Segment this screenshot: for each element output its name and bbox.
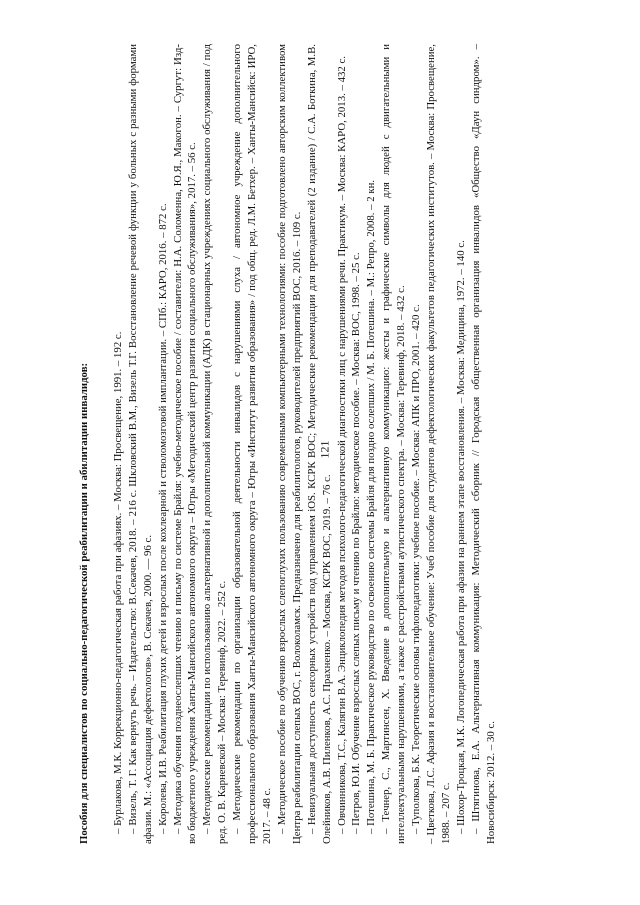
bibliography-entry: – Методические рекомендации по использованию альтернативной и дополнительной коммуникации (АДК) в стационарных учреждениях социального обслуживания / под ред. О. В. Карневской – Москва: Теревинф, 2022. – 252 с. (201, 44, 229, 844)
bibliography-entry: – Бурлакова, М.К. Коррекционно-педагогическая работа при афазиях. – Москва: Просвещение, 1991. – 192 с. (111, 331, 124, 834)
page-number: 121 (317, 440, 332, 459)
bibliography-entry: – Визель, Т. Г. Как вернуть речь. – Издательство: В.Секачев, 2018. – 216 с. Шкловский В.М., Визель Т.Г. Восстановление речевой функции у больных с разными формами афазии. М.: «Ассоциация дефектологов», В. Секачев, 2000. — 96 с. (126, 44, 154, 844)
bibliography-entry: – Шохор-Троцкая, М.К. Логопедическая работа при афазии на раннем этапе восстановления. – Москва: Медицина, 1972. – 140 с. (454, 240, 467, 834)
section-heading: Пособия для специалистов по социально-педагогической реабилитации и абилитации инвалидов: (78, 362, 90, 844)
bibliography-entry: – Невизуальная доступность сенсорных устройств под управлением iOS. КСРК ВОС; Методические рекомендации для преподавателей (2 издание) / С.А. Боткина, М.В. Олейников, А.В. Пиленков, А.С. Прахненко. – Москва, КСРК ВОС, 2019. – 76 с. (305, 44, 333, 844)
bibliography-entry: – Штягинова, Е.А. Альтернативная коммуникация: Методический сборник // Городская общественная организация инвалидов «Общество «Даун синдром». – Новосибирск: 2012. – 30 с. (469, 44, 497, 844)
bibliography-entry: – Течнер, С., Мартинсен, Х. Введение в дополнительную и альтернативную коммуникацию: жесты и графические символы для людей с двигательными и интеллектуальными нарушениями, а также с расстройствами аутистического спектра. – Москва: Теревинф, 2018. – 432 с. (380, 44, 408, 844)
bibliography-entry: – Петров, Ю.И. Обучение взрослых слепых письму и чтению по Брайлю: методическое пособие. – Москва: ВОС, 1998. – 25 с. (350, 252, 363, 834)
bibliography-entry: – Потешина, М. Б. Практическое руководство по освоению системы Брайля для поздно ослепших / М. Б. Потешина. – М.: Репро, 2008. – 2 кн. (365, 179, 378, 834)
bibliography-entry: – Цветкова, Л.С. Афазия и восстановительное обучение: Учеб пособие для студентов дефектологических факультетов педагогических институтов. – Москва: Просвещение, 1988. – 207 с. (424, 44, 452, 844)
bibliography-entry: – Методические рекомендации по организации образовательной деятельности инвалидов с нарушениями слуха / автономное учреждение дополнительного профессионального образования Ханты-Мансийского автономного округа – Югры «Институт развития образования» / под общ. ред. Л.М. Бетхер. – Ханты-Мансийск: ИРО, 2017. – 48 с. (231, 44, 273, 844)
bibliography-entry: – Методика обучения позднеослепших чтению и письму по системе Брайля: учебно-методическое пособие / составители: Н.А. Соломенна, Ю.Я., Макогон. – Сургут: Изд-во бюджетного учреждения Ханты-Мансийского автономного округа – Югры «Методический центр развития социального обслуживания», 2017. – 56 с. (171, 44, 199, 844)
bibliography-entry: – Туполкова, Б.К. Теоретические основы тифлопедагогики: учебное пособие. – Москва: АПК и ПРО, 2001. – 420 с. (410, 304, 423, 834)
bibliography-entry: – Методическое пособие по обучению взрослых слепоглухих пользованию современными компьютерными технологиями: пособие подготовлено авторским коллективом Центра реабилитации слепых ВОС, г. Волоколамск. Предназначено для реабилитологов, руководителей предприятий ВОС, 2016. – 109 с. (275, 44, 303, 844)
document-body (77, 44, 542, 844)
bibliography-entry: – Овчинникова, Т.С., Калягин В.А. Энциклопедия методов психолого-педагогической диагностики лиц с нарушениями речи. Практикум. – Москва: КАРО, 2013. – 432 с. (335, 56, 348, 834)
bibliography-entry: – Королева, И.В. Реабилитация глухих детей и взрослых после кохлеарной и стволомозговой имплантации. – СПб.: КАРО, 2016. – 872 с. (156, 203, 169, 834)
